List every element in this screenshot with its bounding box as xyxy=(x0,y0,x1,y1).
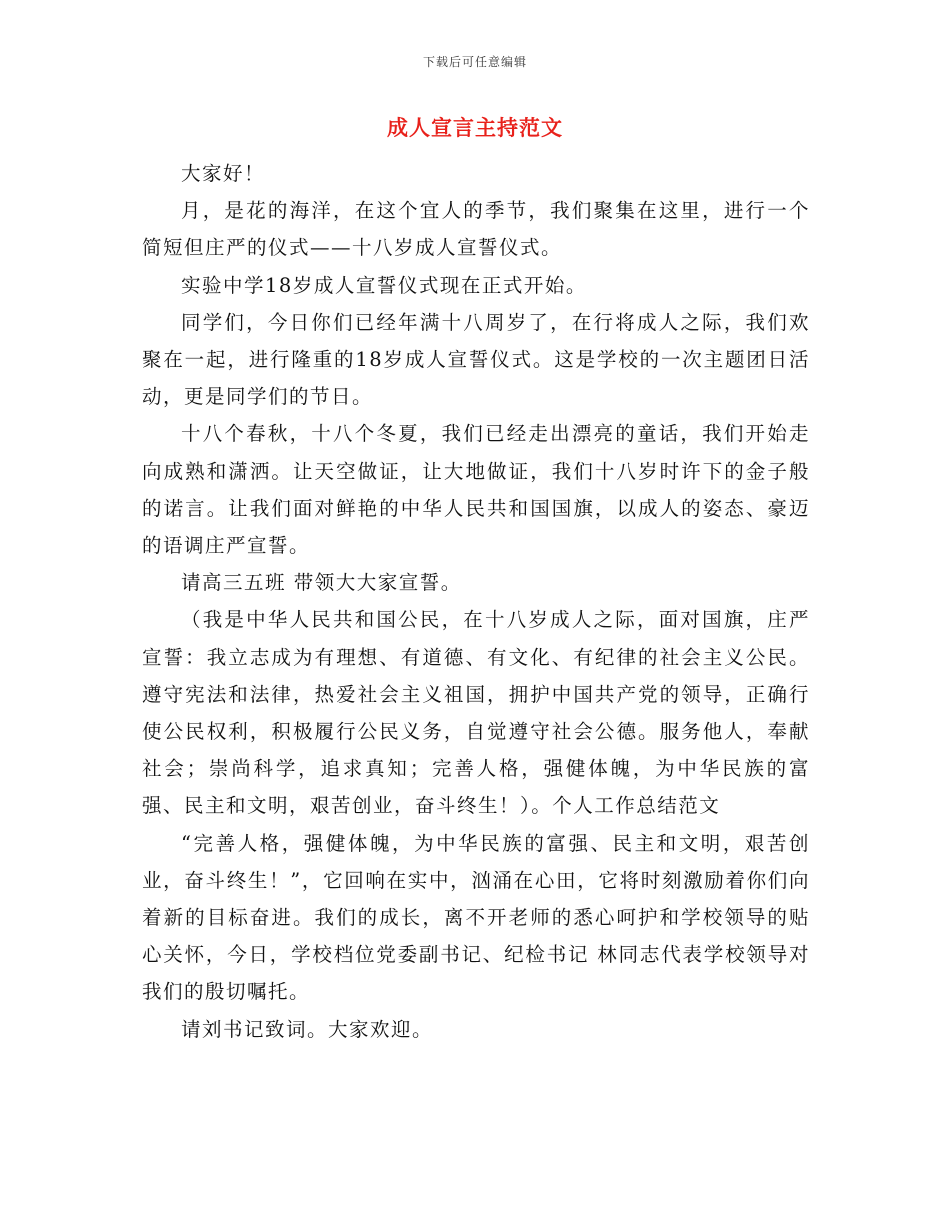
paragraph-start-announcement: 实验中学18岁成人宣誓仪式现在正式开始。 xyxy=(181,273,587,297)
paragraph-lead-oath: 请高三五班 带领大大家宣誓。 xyxy=(181,571,462,595)
document-title: 成人宣言主持范文 xyxy=(387,115,563,140)
paragraph-oath-text: （我是中华人民共和国公民，在十八岁成人之际，面对国旗，庄严宣誓：我立志成为有理想、有道德、有文化、有纪律的社会主义公民。遵守宪法和法律，热爱社会主义祖国，拥护中国共产党的领导，正确行使公民权利，积极履行公民义务，自觉遵守社会公德。服务他人，奉献社会；崇尚科学，追求真知；完善人格，强健体魄，为中华民族的富强、民主和文明，艰苦创业，奋斗终生！）。个人工作总结范文 xyxy=(142,608,810,818)
document-body xyxy=(142,155,810,1048)
paragraph-oath-echo: “完善人格，强健体魄，为中华民族的富强、民主和文明，艰苦创业，奋斗终生！”，它回响在实中，汹涌在心田，它将时刻激励着你们向着新的目标奋进。我们的成长，离不开老师的悉心呵护和学校领导的贴心关怀，今日，学校档位党委副书记、纪检书记 林同志代表学校领导对我们的殷切嘱托。 xyxy=(142,831,810,1004)
paragraph-opening: 月，是花的海洋，在这个宜人的季节，我们聚集在这里，进行一个简短但庄严的仪式——十八岁成人宣誓仪式。 xyxy=(142,199,810,260)
paragraph-eighteen-years: 十八个春秋，十八个冬夏，我们已经走出漂亮的童话，我们开始走向成熟和潇洒。让天空做证，让大地做证，我们十八岁时许下的金子般的诺言。让我们面对鲜艳的中华人民共和国国旗，以成人的姿态、豪迈的语调庄严宣誓。 xyxy=(142,422,810,558)
paragraph-invite-speech: 请刘书记致词。大家欢迎。 xyxy=(181,1017,434,1041)
paragraph-address-students: 同学们，今日你们已经年满十八周岁了，在行将成人之际，我们欢聚在一起，进行隆重的18岁成人宣誓仪式。这是学校的一次主题团日活动，更是同学们的节日。 xyxy=(142,310,810,409)
paragraph-greeting: 大家好！ xyxy=(181,162,266,185)
page-header-note: 下载后可任意编辑 xyxy=(422,55,527,69)
